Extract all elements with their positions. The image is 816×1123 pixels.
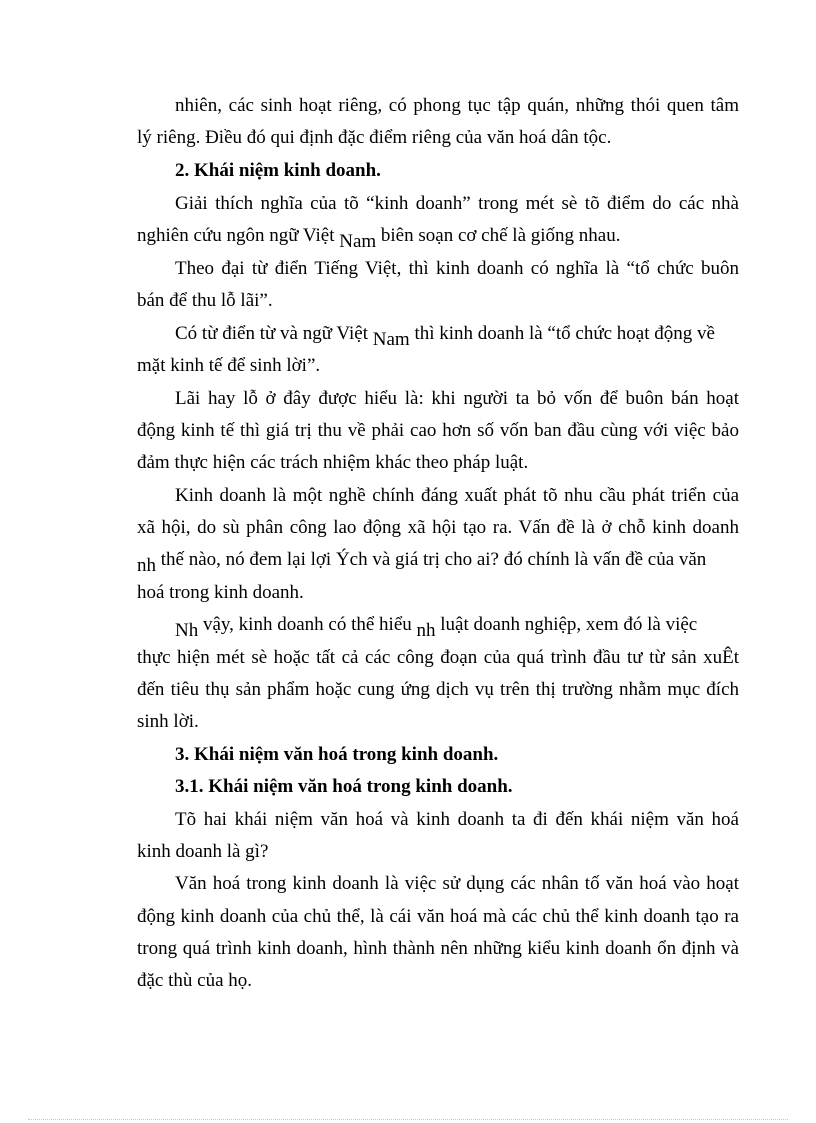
paragraph-line: hoá trong kinh doanh. [137,582,304,603]
line-segment: nh [416,620,436,641]
paragraph-line: nhiên, các sinh hoạt riêng, có phong tục tập quán, những thói quen tâm [175,95,739,116]
paragraph-line [175,613,698,641]
paragraph-line: kinh doanh là gì? [137,841,269,862]
line-segment: nh [137,555,156,576]
subsection-heading: 3.1. Khái niệm văn hoá trong kinh doanh. [175,776,513,797]
line-segment: vậy, kinh doanh có thể hiểu [198,614,417,635]
line-segment: nghiên cứu ngôn ngữ Việt [137,225,340,246]
paragraph-line: Lãi hay lỗ ở đây được hiểu là: khi người ta bỏ vốn để buôn bán hoạt [175,388,739,409]
paragraph-line: thực hiện mét sè hoặc tất cả các công đoạn của quá trình đầu tư từ sản xuÊt [137,647,739,668]
paragraph-line: đặc thù của họ. [137,970,253,991]
paragraph-line: động kinh tế thì giá trị thu về phải cao hơn số vốn ban đầu cùng với việc bảo [137,420,739,441]
line-segment: thì kinh doanh là “tổ chức hoạt động về [409,323,715,344]
paragraph-line: động kinh doanh của chủ thể, là cái văn hoá mà các chủ thể kinh doanh tạo ra [137,906,739,927]
line-segment: thế nào, nó đem lại lợi Ých và giá trị cho ai? đó chính là vấn đề của văn [156,549,707,570]
line-segment: Có từ điển từ và ngữ Việt [175,323,373,344]
paragraph-line: Văn hoá trong kinh doanh là việc sử dụng các nhân tố văn hoá vào hoạt [175,873,739,894]
line-segment: biên soạn cơ chế là giống nhau. [376,225,621,246]
paragraph-line: trong quá trình kinh doanh, hình thành nên những kiểu kinh doanh ổn định và [137,938,739,959]
paragraph-line: đến tiêu thụ sản phẩm hoặc cung ứng dịch vụ trên thị trường nhằm mục đích [137,679,739,700]
paragraph-line: Giải thích nghĩa của tõ “kinh doanh” trong mét sè tõ điểm do các nhà [175,193,739,214]
paragraph-line: đảm thực hiện các trách nhiệm khác theo pháp luật. [137,452,529,473]
paragraph-line: Kinh doanh là một nghề chính đáng xuất phát tõ nhu cầu phát triển của [175,485,739,506]
line-segment: Nam [372,329,410,350]
page-bottom-divider [28,1119,788,1120]
paragraph-line [137,548,707,576]
line-segment: Nam [339,231,377,252]
paragraph-line: mặt kinh tế để sinh lời”. [137,355,321,376]
line-segment: luật doanh nghiệp, xem đó là việc [435,614,698,635]
paragraph-line: lý riêng. Điều đó qui định đặc điểm riêng của văn hoá dân tộc. [137,127,612,148]
paragraph-line: sinh lời. [137,711,199,732]
section-heading: 3. Khái niệm văn hoá trong kinh doanh. [175,744,499,765]
paragraph-line: bán để thu lỗ lãi”. [137,290,273,311]
line-segment: Nh [175,620,199,641]
paragraph-line: Theo đại từ điển Tiếng Việt, thì kinh doanh có nghĩa là “tổ chức buôn [175,258,739,279]
section-heading: 2. Khái niệm kinh doanh. [175,160,381,181]
paragraph-line: xã hội, do sù phân công lao động xã hội tạo ra. Vấn đề là ở chỗ kinh doanh [137,517,739,538]
paragraph-line [175,322,715,350]
paragraph-line [137,224,621,252]
paragraph-line: Tõ hai khái niệm văn hoá và kinh doanh ta đi đến khái niệm văn hoá [175,809,739,830]
